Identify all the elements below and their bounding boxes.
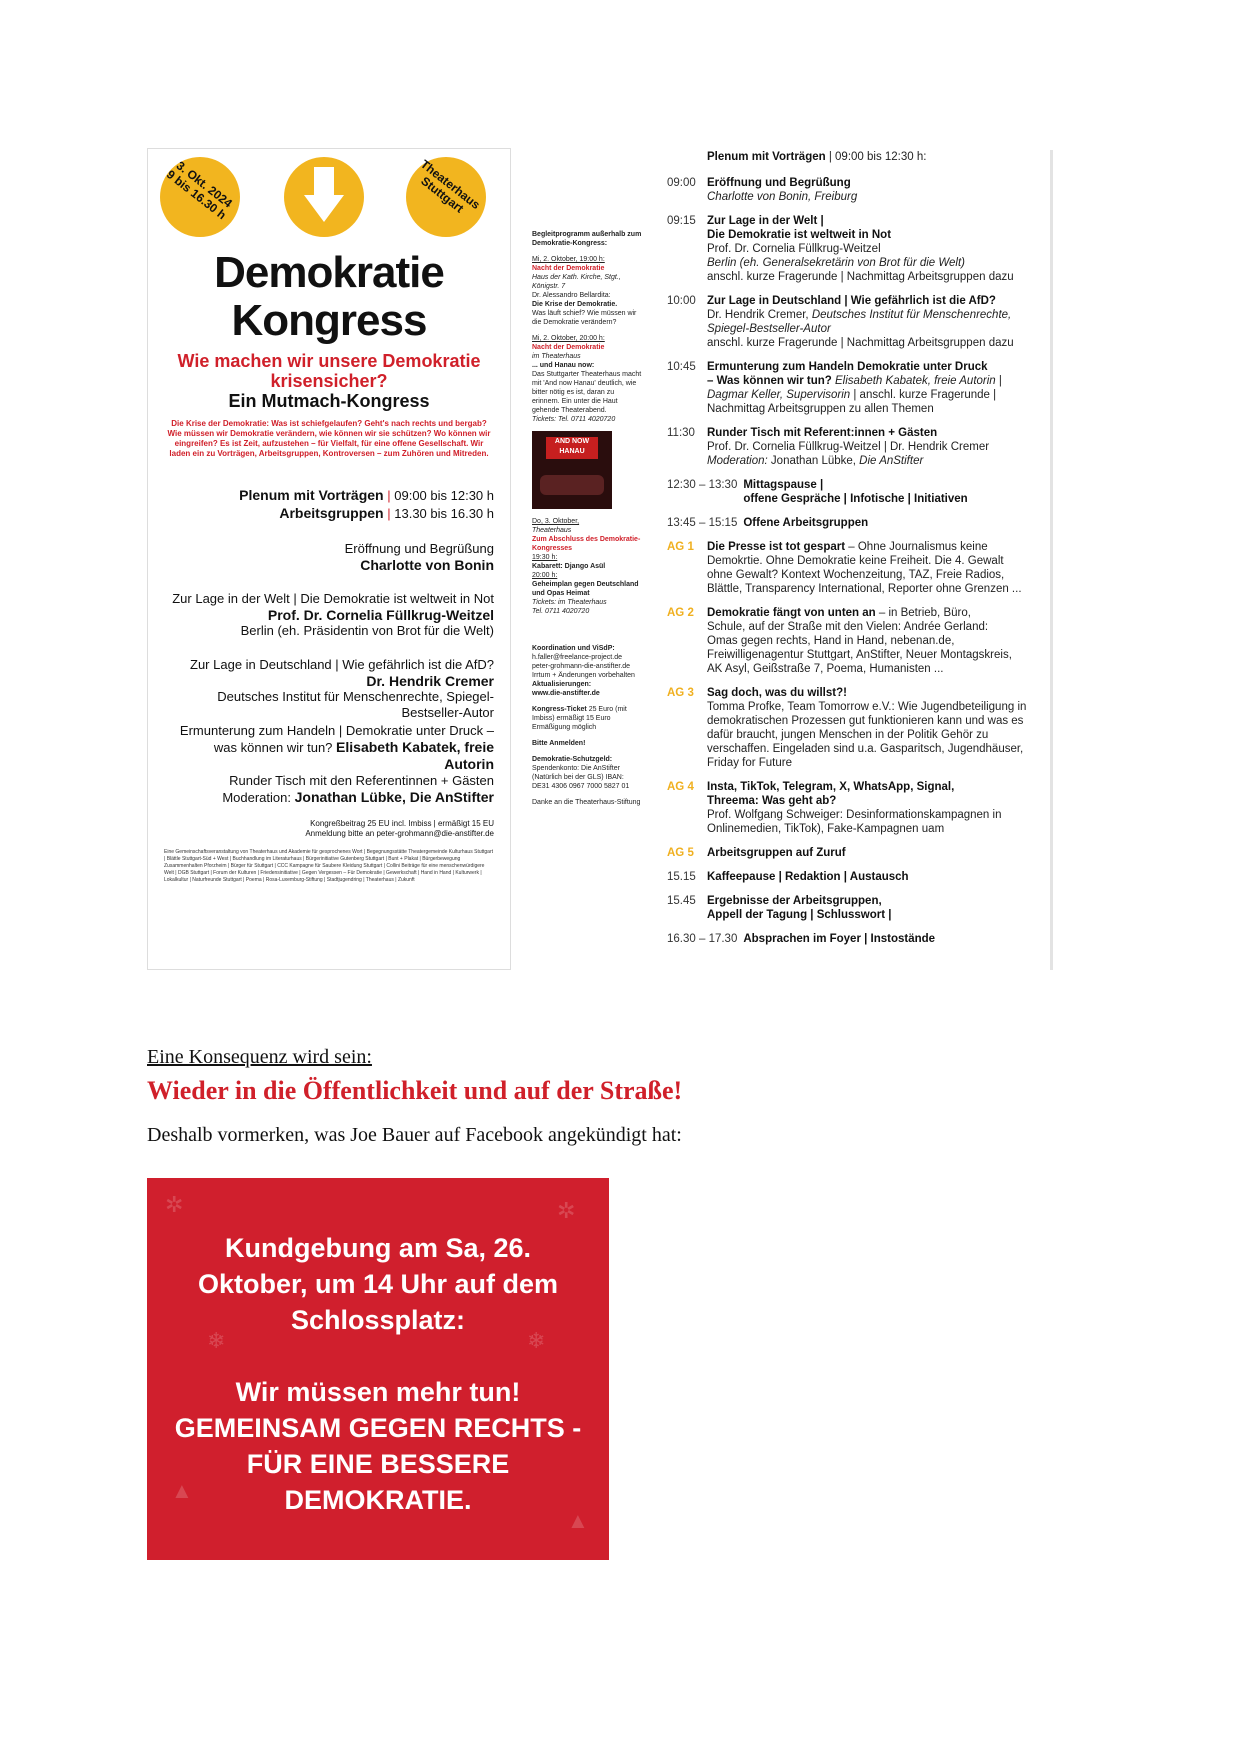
schedule-title-rest: – Ohne Journalismus keine (845, 541, 988, 553)
talk2-speaker-name: Prof. Dr. Cornelia Füllkrug-Weitzel (267, 607, 494, 623)
schedule-title (743, 932, 1057, 946)
schedule-title-2-text: offene Gespräche | Infotische | Initiativen (743, 493, 968, 505)
schedule-header-rest: | 09:00 bis 12:30 h: (828, 151, 927, 163)
schedule-item (667, 894, 1057, 922)
poster-teaser: Die Krise der Demokratie: Was ist schiefgelaufen? Geht's nach rechts und bergab? Wie müssen wir Demokratie verändern, wie können wir sie schützen? Wo können wir eingreifen? Es ist Zeit, aufzustehen – für Vielfalt, für eine offene Gesellschaft. Wir laden ein zu Vorträgen, Arbeitsgruppen, Kontroversen – zum Zuhören und Mitreden. (167, 419, 491, 458)
event3-show2-text: Geheimplan gegen Deutschland und Opas Heimat (532, 581, 639, 597)
schedule-title-2-text: Die Demokratie ist weltweit in Not (707, 229, 892, 241)
poster-fee: Kongreßbeitrag 25 EU incl. Imbiss | ermäßigt 15 EU (310, 819, 494, 828)
schedule-detail-line: ohne Gewalt? Kontext Wochenzeitung, TAZ, Freie Radios, (707, 569, 1005, 581)
talk2-note: Berlin (eh. Präsidentin von Brot für die Welt) (240, 623, 494, 638)
schedule-title-text: Sag doch, was du willst?! (707, 687, 847, 699)
schedule-item (667, 516, 1057, 530)
event1-date: Mi, 2. Oktober, 19:00 h: (532, 256, 605, 263)
schedule-body (707, 780, 1057, 836)
event3-place: Theaterhaus (532, 527, 572, 534)
date-badge (160, 157, 240, 237)
rally-line-7: DEMOKRATIE. (284, 1485, 472, 1515)
schedule-detail-line: anschl. kurze Fragerunde | Nachmittag Arbeitsgruppen dazu (707, 271, 1014, 283)
arrow-down-icon (304, 167, 344, 222)
schedule-body (707, 846, 1057, 860)
talk4-question: was können wir tun? (213, 740, 333, 755)
schedule-item (667, 214, 1057, 284)
schedule-detail-line: anschl. kurze Fragerunde | Nachmittag Arbeitsgruppen dazu (707, 337, 1014, 349)
event1-title-text: Nacht der Demokratie (532, 265, 605, 272)
talk3-title: Zur Lage in Deutschland | Wie gefährlich ist die AfD? (190, 657, 494, 672)
tree-icon: ✲ (165, 1192, 184, 1217)
congress-poster (147, 148, 511, 970)
rally-line-3: Schlossplatz: (290, 1305, 466, 1335)
event3-time2: 20:00 h: (532, 572, 558, 579)
schedule-title (707, 606, 1057, 620)
rally-announcement-image (147, 1178, 609, 1560)
schedule-body (707, 870, 1057, 884)
schedule-body (707, 360, 1057, 416)
schedule-time: 16.30 – 17.30 (667, 933, 738, 945)
rally-line-5: GEMEINSAM GEGEN RECHTS - (174, 1413, 582, 1443)
paragraph: Deshalb vormerken, was Joe Bauer auf Facebook angekündigt hat: (147, 1124, 682, 1146)
ticket-text: 25 Euro (mit Imbiss) ermäßigt 15 Euro Ermäßigung möglich (532, 706, 627, 731)
photo-label: AND NOW HANAU (546, 437, 598, 459)
venue-badge-text: Theaterhaus Stuttgart (417, 156, 483, 216)
updates-url[interactable] (532, 689, 642, 698)
event2-title-text: Nacht der Demokratie (532, 344, 605, 351)
talk1-title: Eröffnung und Begrüßung (344, 541, 494, 556)
schedule-time: 13:45 – 15:15 (667, 517, 738, 529)
schedule-time: 09:00 (667, 177, 696, 189)
schedule-detail-line: Dr. Hendrik Cremer, Deutsches Institut für Menschenrechte, (707, 309, 1012, 321)
arrow-badge (284, 157, 364, 237)
event1-topic-text: Die Krise der Demokratie. (532, 301, 618, 308)
schedule-time: 12:30 – 13:30 (667, 479, 738, 491)
schedule-items (667, 176, 1057, 946)
schedule-time: AG 3 (667, 687, 694, 699)
program-heading (532, 230, 642, 248)
schedule-body (743, 516, 1057, 530)
schedule-header-bold: Plenum mit Vorträgen (707, 151, 826, 163)
schedule-item (667, 426, 1057, 468)
schedule-title (707, 360, 1057, 374)
rally-lines-bottom (147, 1374, 609, 1518)
schedule-item (667, 780, 1057, 836)
poster-badges (148, 149, 510, 249)
schedule-detail-line: Friday for Future (707, 757, 792, 769)
venue-badge (406, 157, 486, 237)
schedule-title-2-rest: Elisabeth Kabatek, freie Autorin | (835, 375, 1002, 387)
schedule-time: 10:00 (667, 295, 696, 307)
schedule-item (667, 478, 1057, 506)
schedule-detail-line: Schule, auf der Straße mit den Vielen: Andrée Gerland: (707, 621, 989, 633)
event2-place: im Theaterhaus (532, 353, 581, 360)
schedule-title (707, 214, 1057, 228)
schedule-item (667, 176, 1057, 204)
schedule-detail-line: Spiegel-Bestseller-Autor (707, 323, 831, 335)
theater-photo (532, 431, 612, 509)
event3-tel: Tel. 0711 4020720 (532, 608, 590, 615)
schedule (667, 150, 1057, 956)
schedule-item (667, 686, 1057, 770)
schedule-title-text: Runder Tisch mit Referent:innen + Gästen (707, 427, 938, 439)
poster-fineprint: Eine Gemeinschaftsveranstaltung von Theaterhaus und Akademie für gesprochenes Wort | Begegnungsstätte Theatergemeinde Kulturhaus Stuttgart | Blättle Stuttgart-Süd + West | Buchhandlung im Literaturhaus | Bürgerinitiative Gutenberg Stuttgart | Bunt + Plakat | Bürgerbewegung Zusammenhalten Pforzheim | Bürger für Stuttgart | CCC Kampagne für Saubere Kleidung Stuttgart | Collini Beiträge für eine menschenwürdigere Welt | DGB Stuttgart | Forum der Kulturen | Friedensinitiative | Gegen Vergessen – Für Demokratie | Gewerkschaft | Hand in Hand | Kulturwerk | Lokalkultur | Naturfreunde Stuttgart | Poema | Rosa-Luxemburg-Stiftung | Stadtjugendring | Theaterhaus | Zukunft (164, 849, 494, 883)
schedule-title-2-text: Appell der Tagung | Schlusswort | (707, 909, 892, 921)
talk3-speaker-name: Dr. Hendrik Cremer (366, 673, 494, 689)
schedule-title-text: Zur Lage in Deutschland | Wie gefährlich ist die AfD? (707, 295, 996, 307)
poster-signup: Anmeldung bitte an peter-grohmann@die-anstifter.de (305, 829, 494, 838)
talk3-speaker (164, 673, 494, 690)
talk1-speaker-name: Charlotte von Bonin (360, 557, 494, 573)
schedule-item (667, 606, 1057, 676)
consequence-line: Eine Konsequenz wird sein: (147, 1046, 372, 1068)
tree-icon: ▲ (567, 1508, 589, 1533)
schedule-detail-line: Blättle, Transparency International, Reporter ohne Grenzen ... (707, 583, 1022, 595)
ticket-label: Kongress-Ticket (532, 706, 587, 713)
schedule-title-text: Offene Arbeitsgruppen (743, 517, 869, 529)
schedule-detail-line: Prof. Dr. Cornelia Füllkrug-Weitzel | Dr. Hendrik Cremer (707, 441, 990, 453)
program-heading-text: Begleitprogramm außerhalb zum Demokratie-Kongress: (532, 231, 642, 247)
updates-url-text: www.die-anstifter.de (532, 690, 600, 697)
rally-line-4: Wir müssen mehr tun! (235, 1377, 521, 1407)
schedule-title-2 (707, 794, 1057, 808)
plenum-time: 09:00 bis 12:30 h (394, 488, 494, 503)
schedule-title-text: Insta, TikTok, Telegram, X, WhatsApp, Signal, (707, 781, 955, 793)
schedule-title (707, 894, 1057, 908)
event3-title (532, 535, 642, 553)
schedule-title-text: Ermunterung zum Handeln Demokratie unter Druck (707, 361, 988, 373)
coord-label (532, 644, 642, 653)
event3-show1-text: Kabarett: Django Asül (532, 563, 606, 570)
schedule-detail-line: AK Asyl, Geißstraße 7, Poema, Humanisten ... (707, 663, 944, 675)
schedule-title-2 (743, 492, 1057, 506)
schedule-detail-line: Omas gegen rechts, Hand in Hand, nebenan.de, (707, 635, 955, 647)
event2-tickets: Tickets: Tel. 0711 4020720 (532, 416, 616, 423)
event3-show2 (532, 580, 642, 598)
schedule-body (743, 932, 1057, 946)
schedule-body (707, 214, 1057, 284)
schedule-time: 11:30 (667, 427, 695, 439)
event2-date: Mi, 2. Oktober, 20:00 h: (532, 335, 605, 342)
event1-topic (532, 300, 642, 309)
schedule-title-2-text: Threema: Was geht ab? (707, 795, 837, 807)
program-coordination (532, 644, 642, 698)
schedule-title (707, 540, 1057, 554)
schedule-detail-line: dafür braucht, jungen Menschen in der Politik Gehör zu (707, 729, 989, 741)
talk4-line2 (164, 739, 494, 773)
schedule-header (667, 150, 1057, 164)
schedule-title (707, 846, 1057, 860)
schedule-detail-line: Freiwilligenagentur Stuttgart, AnStifter, Neuer Montagskreis, (707, 649, 1012, 661)
schedule-body (707, 540, 1057, 596)
side-program (532, 230, 642, 814)
rally-lines-top (147, 1230, 609, 1338)
talk1-speaker (164, 557, 494, 574)
please-text: Bitte Anmelden! (532, 740, 586, 747)
schedule-item (667, 932, 1057, 946)
poster-plenum (164, 487, 494, 504)
schedule-detail-line: Dagmar Keller, Supervisorin | anschl. kurze Fragerunde | (707, 389, 997, 401)
fund-label (532, 755, 642, 764)
ag-label: Arbeitsgruppen (279, 505, 384, 521)
schedule-time: 10:45 (667, 361, 696, 373)
poster-subtitle-red: Wie machen wir unsere Demokratie krisensicher? (177, 351, 481, 391)
schedule-title-2 (707, 228, 1057, 242)
program-event-1 (532, 255, 642, 327)
rally-line-1: Kundgebung am Sa, 26. (224, 1233, 532, 1263)
schedule-body (707, 294, 1057, 350)
schedule-detail-line: verschaffen. Eingeladen sind u.a. Gasparitsch, Jugendhäuser, (707, 743, 1024, 755)
schedule-title (707, 426, 1057, 440)
schedule-detail-line: Nachmittag Arbeitsgruppen zu allen Themen (707, 403, 934, 415)
tree-icon: ❄ (527, 1328, 546, 1353)
fund-text: Spendenkonto: Die AnStifter (Natürlich bei der GLS) IBAN: DE31 4306 0967 7000 5827 01 (532, 765, 630, 790)
event2-title (532, 343, 642, 352)
schedule-title (743, 478, 1057, 492)
program-thanks: Danke an die Theaterhaus-Stiftung (532, 799, 641, 806)
schedule-title-text: Absprachen im Foyer | Instostände (743, 933, 936, 945)
event2-sub-text: ... und Hanau now: (532, 362, 595, 369)
photo-people (540, 475, 604, 495)
rally-line-6: FÜR EINE BESSERE (246, 1449, 510, 1479)
schedule-body (743, 478, 1057, 506)
schedule-detail-line: Moderation: Jonathan Lübke, Die AnStifter (707, 455, 924, 467)
tree-icon: ❄ (207, 1328, 226, 1353)
schedule-body (707, 686, 1057, 770)
event1-text: Was läuft schief? Wie müssen wir die Demokratie verändern? (532, 310, 637, 326)
event3-show1 (532, 562, 642, 571)
schedule-title (707, 176, 1057, 190)
schedule-detail-line: Tomma Profke, Team Tomorrow e.V.: Wie Jugendbeteiligung in (707, 701, 1027, 713)
ag-time: 13.30 bis 16.30 h (394, 506, 494, 521)
talk2-speaker (164, 607, 494, 624)
schedule-time: AG 1 (667, 541, 694, 553)
coord-text: h.faller@freelance-project.de peter-grohmann-die-anstifter.de Irrtum + Änderungen vorbehalten (532, 654, 635, 679)
program-event-3 (532, 517, 642, 616)
program-event-2 (532, 334, 642, 424)
date-badge-text: 3. Okt. 2024 9 bis 16.30 h (163, 158, 235, 223)
event2-text: Das Stuttgarter Theaterhaus macht mit 'And now Hanau' deutlich, wie bitter nötig es ist, daran zu erinnern. Ein unter die Haut gehende Theaterabend. (532, 371, 642, 414)
schedule-body (707, 606, 1057, 676)
schedule-body (707, 894, 1057, 922)
talk3-note: Deutsches Institut für Menschenrechte, Spiegel-Bestseller-Autor (217, 689, 494, 720)
schedule-title-rest: – in Betrieb, Büro, (875, 607, 971, 619)
coord-label-text: Koordination und ViSdP: (532, 645, 615, 652)
schedule-item (667, 540, 1057, 596)
schedule-title-2 (707, 374, 1057, 388)
event3-tickets: Tickets: im Theaterhaus (532, 599, 607, 606)
talk4-speaker: Elisabeth Kabatek, freie Autorin (336, 739, 494, 772)
schedule-detail-line: Demokrtie. Ohne Demokratie keine Freiheit. Die 4. Gewalt (707, 555, 1004, 567)
schedule-title-text: Mittagspause | (743, 479, 824, 491)
schedule-title-2 (707, 908, 1057, 922)
tree-icon: ▲ (171, 1478, 193, 1503)
event1-title (532, 264, 642, 273)
poster-subtitle: Ein Mutmach-Kongress (228, 391, 430, 411)
schedule-title (707, 686, 1057, 700)
headline: Wieder in die Öffentlichkeit und auf der Straße! (147, 1076, 683, 1105)
talk5-mod-label: Moderation: (222, 790, 291, 805)
schedule-detail-line: Prof. Dr. Cornelia Füllkrug-Weitzel (707, 243, 881, 255)
schedule-title (707, 294, 1057, 308)
event3-title-text: Zum Abschluss des Demokratie-Kongresses (532, 536, 641, 552)
column-rule (1050, 150, 1053, 970)
schedule-time: AG 4 (667, 781, 694, 793)
schedule-title (707, 870, 1057, 884)
event1-speaker: Dr. Alessandro Bellardita: (532, 292, 611, 299)
poster-title-1: Demokratie (214, 248, 444, 297)
schedule-title (743, 516, 1057, 530)
schedule-title-text: Ergebnisse der Arbeitsgruppen, (707, 895, 882, 907)
schedule-item (667, 870, 1057, 884)
schedule-title (707, 780, 1057, 794)
program-ticket (532, 705, 642, 732)
schedule-item (667, 294, 1057, 350)
updates-label (532, 680, 642, 689)
separator: | (387, 506, 391, 521)
talk2-title: Zur Lage in der Welt | Die Demokratie ist weltweit in Not (172, 591, 494, 606)
schedule-detail-line: demokratischen Prozessen gut funktionieren kann und was es (707, 715, 1024, 727)
schedule-time: 15.45 (667, 895, 696, 907)
poster-ag (164, 505, 494, 522)
schedule-time: AG 2 (667, 607, 694, 619)
poster-title-2: Kongress (231, 296, 427, 345)
schedule-detail-line: Onlinemedien, TikTok), Fake-Kampagnen uam (707, 823, 945, 835)
tree-icon: ✲ (557, 1198, 576, 1223)
event3-date: Do, 3. Oktober, (532, 518, 580, 525)
schedule-time: 15.15 (667, 871, 696, 883)
talk5-moderation (164, 789, 494, 806)
schedule-title-2-text: – Was können wir tun? (707, 375, 832, 387)
schedule-title-text: Arbeitsgruppen auf Zuruf (707, 847, 846, 859)
schedule-title-text: Demokratie fängt von unten an (707, 607, 876, 619)
event1-place: Haus der Kath. Kirche, Stgt., Königstr. 7 (532, 274, 621, 290)
program-please (532, 739, 642, 748)
separator: | (387, 488, 391, 503)
schedule-title-text: Die Presse ist tot gespart (707, 541, 846, 553)
program-fund (532, 755, 642, 791)
schedule-detail-line: Berlin (eh. Generalsekretärin von Brot für die Welt) (707, 257, 966, 269)
fund-label-text: Demokratie-Schutzgeld: (532, 756, 613, 763)
schedule-body (707, 176, 1057, 204)
schedule-detail-line: Prof. Wolfgang Schweiger: Desinformationskampagnen in (707, 809, 1002, 821)
plenum-label: Plenum mit Vorträgen (239, 487, 384, 503)
talk5-title: Runder Tisch mit den Referentinnen + Gästen (229, 773, 494, 788)
event3-time1: 19:30 h: (532, 554, 558, 561)
schedule-detail-line: Charlotte von Bonin, Freiburg (707, 191, 858, 203)
talk4-title: Ermunterung zum Handeln | Demokratie unter Druck – (179, 723, 494, 738)
schedule-title-text: Kaffeepause | Redaktion | Austausch (707, 871, 909, 883)
schedule-title-text: Zur Lage in der Welt | (707, 215, 824, 227)
talk5-moderator: Jonathan Lübke, Die AnStifter (294, 789, 494, 805)
schedule-item (667, 846, 1057, 860)
schedule-body (707, 426, 1057, 468)
schedule-item (667, 360, 1057, 416)
event2-sub (532, 361, 642, 370)
updates-label-text: Aktualisierungen: (532, 681, 592, 688)
schedule-time: AG 5 (667, 847, 694, 859)
rally-line-2: Oktober, um 14 Uhr auf dem (197, 1269, 559, 1299)
schedule-time: 09:15 (667, 215, 696, 227)
schedule-title-text: Eröffnung und Begrüßung (707, 177, 851, 189)
